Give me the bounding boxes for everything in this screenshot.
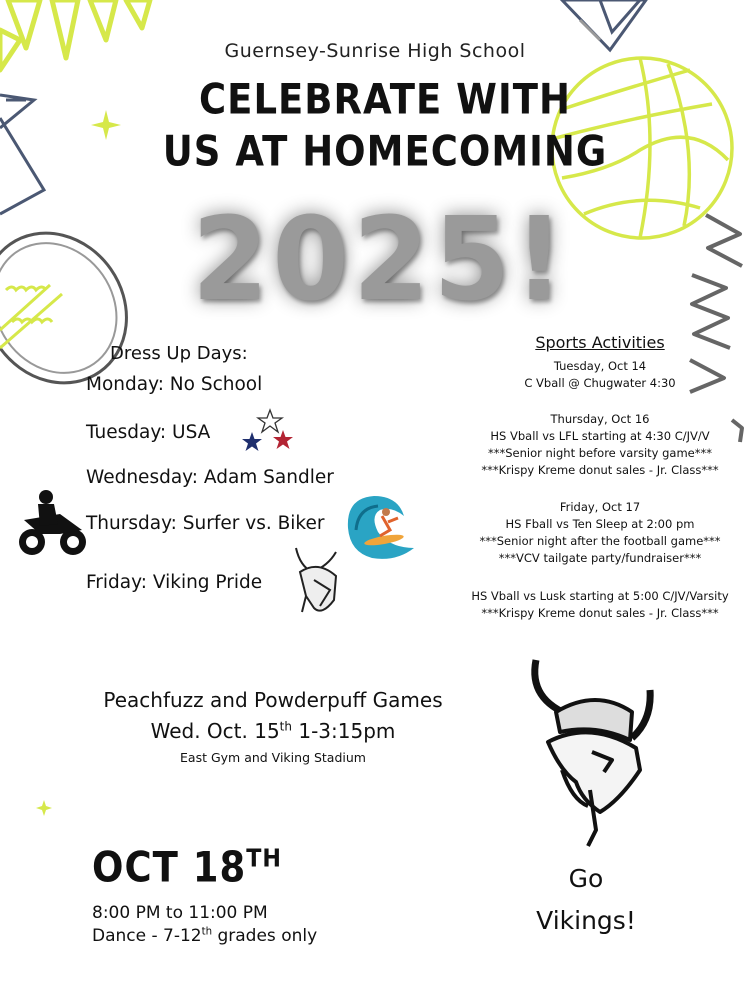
dance-grades: Dance - 7-12th grades only: [92, 926, 318, 946]
sports-line: Tuesday, Oct 14: [553, 359, 647, 373]
headline-line-1: CELEBRATE WITH: [199, 75, 571, 124]
headline-line-2: US AT HOMECOMING: [162, 127, 608, 176]
games-title: Peachfuzz and Powderpuff Games: [103, 688, 443, 712]
dress-up-title: Dress Up Days:: [110, 343, 248, 364]
stars-icon: [242, 410, 293, 451]
games-place: East Gym and Viking Stadium: [180, 750, 366, 765]
sports-line: HS Vball vs Lusk starting at 5:00 C/JV/Varsity: [471, 589, 729, 603]
school-name: Guernsey-Sunrise High School: [224, 40, 526, 62]
sports-line: Friday, Oct 17: [559, 500, 641, 514]
sports-line: HS Vball vs LFL starting at 4:30 C/JV/V: [490, 429, 710, 443]
sports-line: ***Senior night before varsity game***: [487, 446, 713, 460]
sports-line: ***Krispy Kreme donut sales - Jr. Class***: [481, 463, 719, 477]
surfer-icon: [348, 496, 414, 559]
viking-logo-icon: [535, 660, 650, 846]
games-date: Wed. Oct. 15th 1-3:15pm: [150, 719, 396, 743]
dress-up-day: Wednesday: Adam Sandler: [86, 467, 334, 488]
dress-up-day: Tuesday: USA: [86, 422, 211, 443]
dance-date: OCT 18TH: [92, 843, 282, 892]
sports-line: C Vball @ Chugwater 4:30: [524, 376, 676, 390]
closing-line-2: Vikings!: [536, 906, 636, 935]
sparkle-icon: [36, 800, 52, 816]
sports-line: Thursday, Oct 16: [550, 412, 650, 426]
sports-line: ***Senior night after the football game***: [479, 534, 721, 548]
dress-up-day: Friday: Viking Pride: [86, 572, 263, 593]
year-heading: 2025!: [191, 191, 569, 327]
viking-head-icon: [296, 548, 336, 612]
dance-time: 8:00 PM to 11:00 PM: [92, 903, 268, 923]
closing-line-1: Go: [568, 864, 604, 893]
sports-line: HS Fball vs Ten Sleep at 2:00 pm: [505, 517, 695, 531]
dress-up-day: Monday: No School: [86, 374, 263, 395]
sports-line: ***Krispy Kreme donut sales - Jr. Class***: [481, 606, 719, 620]
motorcycle-icon: [19, 490, 86, 555]
sports-title: Sports Activities: [535, 333, 665, 352]
dress-up-day: Thursday: Surfer vs. Biker: [86, 513, 325, 534]
sports-line: ***VCV tailgate party/fundraiser***: [498, 551, 702, 565]
